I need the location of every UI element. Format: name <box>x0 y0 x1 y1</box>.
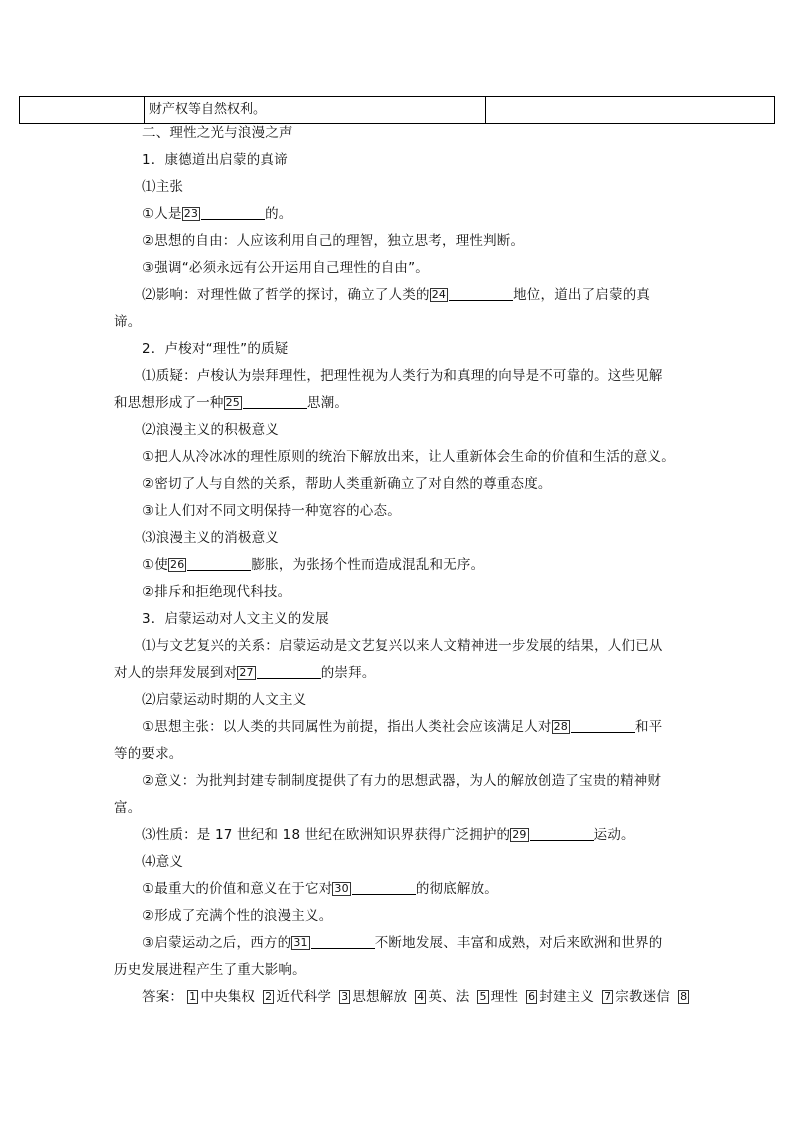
list-item: ②思想的自由：人应该利用自己的理智，独立思考，理性判断。 <box>142 233 525 249</box>
answer-number: 6 <box>528 990 536 1003</box>
answer-text: 近代科学 <box>276 989 332 1005</box>
answer-number: 2 <box>265 990 273 1003</box>
fill-blank <box>571 719 635 733</box>
paragraph-continuation: 和思想形成了一种 25 思潮。 <box>114 395 349 411</box>
fill-blank <box>257 665 321 679</box>
answer-number: 8 <box>680 990 688 1003</box>
subsection-heading: 2．卢梭对“理性”的质疑 <box>142 341 289 357</box>
table-cell <box>486 97 774 123</box>
list-item: ①使 26 膨胀，为张扬个性而造成混乱和无序。 <box>142 557 485 573</box>
answer-number: 7 <box>604 990 612 1003</box>
paragraph: ⑶性质：是 17 世纪和 18 世纪在欧洲知识界获得广泛拥护的 29 运动。 <box>142 827 635 843</box>
fill-blank <box>311 935 375 949</box>
answer-text: 中央集权 <box>200 989 256 1005</box>
fill-blank <box>449 287 513 301</box>
paragraph: ⑵启蒙运动时期的人文主义 <box>142 692 307 708</box>
list-item: ①最重大的价值和意义在于它对 30 的彻底解放。 <box>142 881 499 897</box>
answer-text: 理性 <box>490 989 519 1005</box>
paragraph: ⑴主张 <box>142 179 184 195</box>
paragraph: ⑴与文艺复兴的关系：启蒙运动是文艺复兴以来人文精神进一步发展的结果，人们已从 <box>142 638 663 654</box>
blank-number: 30 <box>334 882 349 895</box>
list-item: ③启蒙运动之后，西方的 31 不断地发展、丰富和成熟，对后来欧洲和世界的 <box>142 935 663 951</box>
paragraph: ⑵浪漫主义的积极意义 <box>142 422 279 438</box>
fill-blank <box>530 827 594 841</box>
table-cell <box>20 97 145 123</box>
paragraph: ⑷意义 <box>142 854 184 870</box>
answer-text: 宗教迷信 <box>615 989 671 1005</box>
answer-text: 思想解放 <box>352 989 408 1005</box>
list-item: ③让人们对不同文明保持一种宽容的心态。 <box>142 503 401 519</box>
blank-number: 31 <box>293 936 308 949</box>
subsection-heading: 1．康德道出启蒙的真谛 <box>142 152 288 168</box>
answer-number: 5 <box>479 990 487 1003</box>
table-row <box>19 96 775 124</box>
answer-number: 3 <box>341 990 349 1003</box>
list-item: ②排斥和拒绝现代科技。 <box>142 584 292 600</box>
paragraph-continuation: 富。 <box>114 800 142 816</box>
paragraph-continuation: 谛。 <box>114 314 142 330</box>
blank-number: 26 <box>170 558 185 571</box>
fill-blank <box>187 557 251 571</box>
blank-number: 24 <box>431 288 447 301</box>
fill-blank <box>243 395 307 409</box>
blank-number: 25 <box>225 396 241 409</box>
list-item: ①人是 23 的。 <box>142 206 293 222</box>
paragraph-continuation: 等的要求。 <box>114 746 183 762</box>
paragraph: ⑴质疑：卢梭认为崇拜理性，把理性视为人类行为和真理的向导是不可靠的。这些见解 <box>142 368 663 384</box>
answer-key <box>142 988 754 1006</box>
list-item: ②意义：为批判封建专制制度提供了有力的思想武器，为人的解放创造了宝贵的精神财 <box>142 773 662 789</box>
blank-number: 28 <box>553 720 569 733</box>
blank-number: 27 <box>239 666 254 679</box>
section-heading: 二、理性之光与浪漫之声 <box>142 125 293 141</box>
paragraph: ⑶浪漫主义的消极意义 <box>142 530 279 546</box>
list-item: ③强调“必须永远有公开运用自己理性的自由”。 <box>142 260 429 276</box>
answer-text: 英、法 <box>428 989 470 1005</box>
blank-number: 23 <box>183 207 199 220</box>
paragraph: ⑵影响：对理性做了哲学的探讨，确立了人类的 24 地位，道出了启蒙的真 <box>142 287 651 303</box>
answer-label: 答案： <box>142 989 184 1005</box>
answer-text: 封建主义 <box>539 989 595 1005</box>
blank-number: 29 <box>512 828 527 841</box>
list-item: ①把人从冷冰冰的理性原则的统治下解放出来，让人重新体会生命的价值和生活的意义。 <box>142 449 675 465</box>
answer-number: 1 <box>189 990 197 1003</box>
paragraph-continuation: 历史发展进程产生了重大影响。 <box>114 962 306 978</box>
list-item: ②形成了充满个性的浪漫主义。 <box>142 908 333 924</box>
fill-blank <box>201 206 265 220</box>
table-cell: 财产权等自然权利。 <box>145 97 486 123</box>
subsection-heading: 3．启蒙运动对人文主义的发展 <box>142 611 329 627</box>
list-item: ②密切了人与自然的关系，帮助人类重新确立了对自然的尊重态度。 <box>142 476 552 492</box>
answer-number: 4 <box>417 990 425 1003</box>
fill-blank <box>352 881 416 895</box>
list-item: ①思想主张：以人类的共同属性为前提，指出人类社会应该满足人对 28 和平 <box>142 719 663 735</box>
paragraph-continuation: 对人的崇拜发展到对 27 的崇拜。 <box>114 665 376 681</box>
